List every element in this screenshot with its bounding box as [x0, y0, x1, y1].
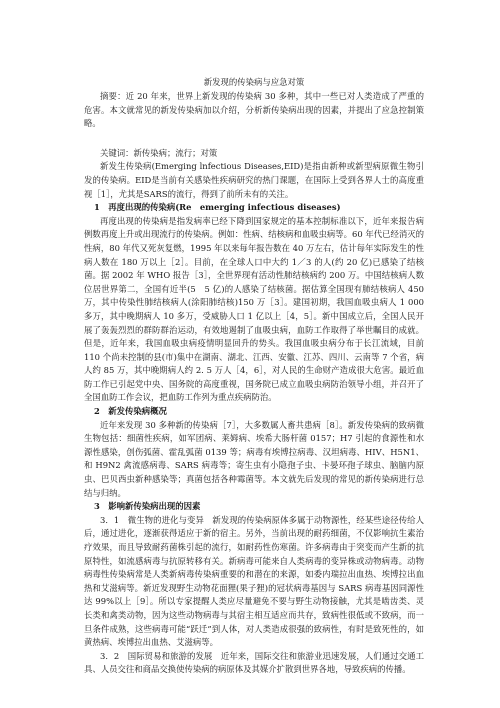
document-title: 新发现的传染病与应急对策: [203, 77, 305, 87]
section-heading-2: 2 新发传染病概况: [94, 406, 167, 417]
section-1-paragraph: 再度出现的传染病是指发病率已经下降到国家规定的基本控制标准以下，近年来报告病例数再度上升或出现流行的传染病。例如：性病、结核病和血吸虫病等。60 年代已经消灭的性病，80 年代又死灰复燃，1995 年以来每年报告数在 40 万左右，估计每年实际发生的性病人数在 180 万以上［2］。目前，在全球人口中大约 1／3 的人(约 20 亿)已感染了结核菌。据 2002 年 WHO 报告［3］，全世界现有活动性肺结核病约 200 万。中国结核病人数位居世界第二，全国有近半(5 5 亿)的人感染了结核菌。据估算全国现有肺结核病人 450 万，其中传染性肺结核病人(涂阳肺结核)150 万［3］。建国初期，我国血吸虫病人 1 000 多万，其中晚期病人 10 多万，受威胁人口 1 亿以上［4，5］。新中国成立后，全国人民开展了轰轰烈烈的群防群治运动，有效地遏制了血吸虫病，血防工作取得了举世瞩目的成就。但是，近年来，我国血吸虫病疫情明显回升的势头。我国血吸虫病分布于长江流域，目前 110 个尚未控制的县(市)集中在湖南、湖北、江西、安徽、江苏、四川、云南等 7 个省，病人约 85 万，其中晚期病人约 2. 5 万人［4，6］，对人民的生命财产造成很大危害。最近血防工作已引起党中央、国务院的高度重视，国务院已成立血吸虫病防治领导小组，并召开了全国血防工作会议，把血防工作列为重点疾病防治。: [84, 215, 424, 403]
section-heading-3: 3 影响新传染病出现的因素: [94, 501, 201, 512]
keywords: 关键词：新传染病；流行；对策: [99, 147, 218, 158]
section-heading-1: 1 再度出现的传染病(Re emerging infectious diseases): [94, 202, 341, 213]
document-page: [84, 0, 424, 677]
section-3-paragraph-2: 3．2 国际贸易和旅游的发展 近年来，国际交往和旅游业迅速发展，人们通过交通工具、人员交往和商品交换使传染病的病原体及其媒介扩散到世界各地，导致疾病的传播。: [84, 650, 424, 675]
intro-paragraph: 新发生传染病(Emerging lnfectious Diseases,EID)是指由新种或新型病原微生物引发的传染病。EID是当前有关感染性疾病研究的热门课题，在国际上受到各界人士的高度重视［1］，尤其是SARS的流行，得到了前所未有的关注。: [84, 161, 424, 199]
spacer: [84, 131, 424, 145]
section-2-paragraph: 近年来发现 30 多种新的传染病［7］，大多数属人畜共患病［8］。新发传染病的致病微生物包括：细菌性疾病，如军团病、莱姆病、埃希大肠杆菌 0157；H7 引起的食源性和水源性感染，创伤弧菌、霍乱弧菌 0139 等；病毒有埃博拉病毒、汉坦病毒、HIV、H5N1、和 H9N2 禽流感病毒、SARS 病毒等；寄生虫有小隐孢子虫、卡晏环孢子球虫、脑脑内原虫、巴贝西虫新种感染等；真菌包括各种霉菌等。本文就先后发现的常见的新传染病进行总结与归纳。: [84, 419, 424, 498]
abstract: 摘要：近 20 年来，世界上新发现的传染病 30 多种，其中一些已对人类造成了严重的危害。本文就常见的新发传染病加以介绍，分析新传染病出现的因素，并提出了应急控制策略。: [84, 91, 424, 129]
section-3-paragraph-1: 3．1 微生物的进化与变异 新发现的传染病原体多属于动物源性，经某些途径传给人后，通过进化，逐渐获得适应于新的宿主。另外，当前出现的耐药细菌，不仅影响抗生素治疗效果，而且导致耐药菌株引起的流行，如耐药性伤寒菌。许多病毒由于突变而产生新的抗原特性，如流感病毒与抗原转移有关。新病毒可能来自人类病毒的变异株或动物病毒。动物病毒性传染病常是人类新病毒传染病重要的和潜在的来源，如委内瑞拉出血热、埃博拉出血热和艾滋病等。新近发现野生动物花面狸(果子狸)的冠状病毒基因与 SARS 病毒基因同源性达 99%以上［9］。所以专家提醒人类应尽量避免不要与野生动物接触，尤其是啮齿类、灵长类和禽类动物，因为这些动物病毒与其宿主相互适应而共存，致病性很低或不致病，而一旦条件成熟，这些病毒可能“跃迁”到人体，对人类造成很强的致病性，有时是致死性的，如黄热病、埃博拉出血热、艾滋病等。: [84, 514, 424, 648]
